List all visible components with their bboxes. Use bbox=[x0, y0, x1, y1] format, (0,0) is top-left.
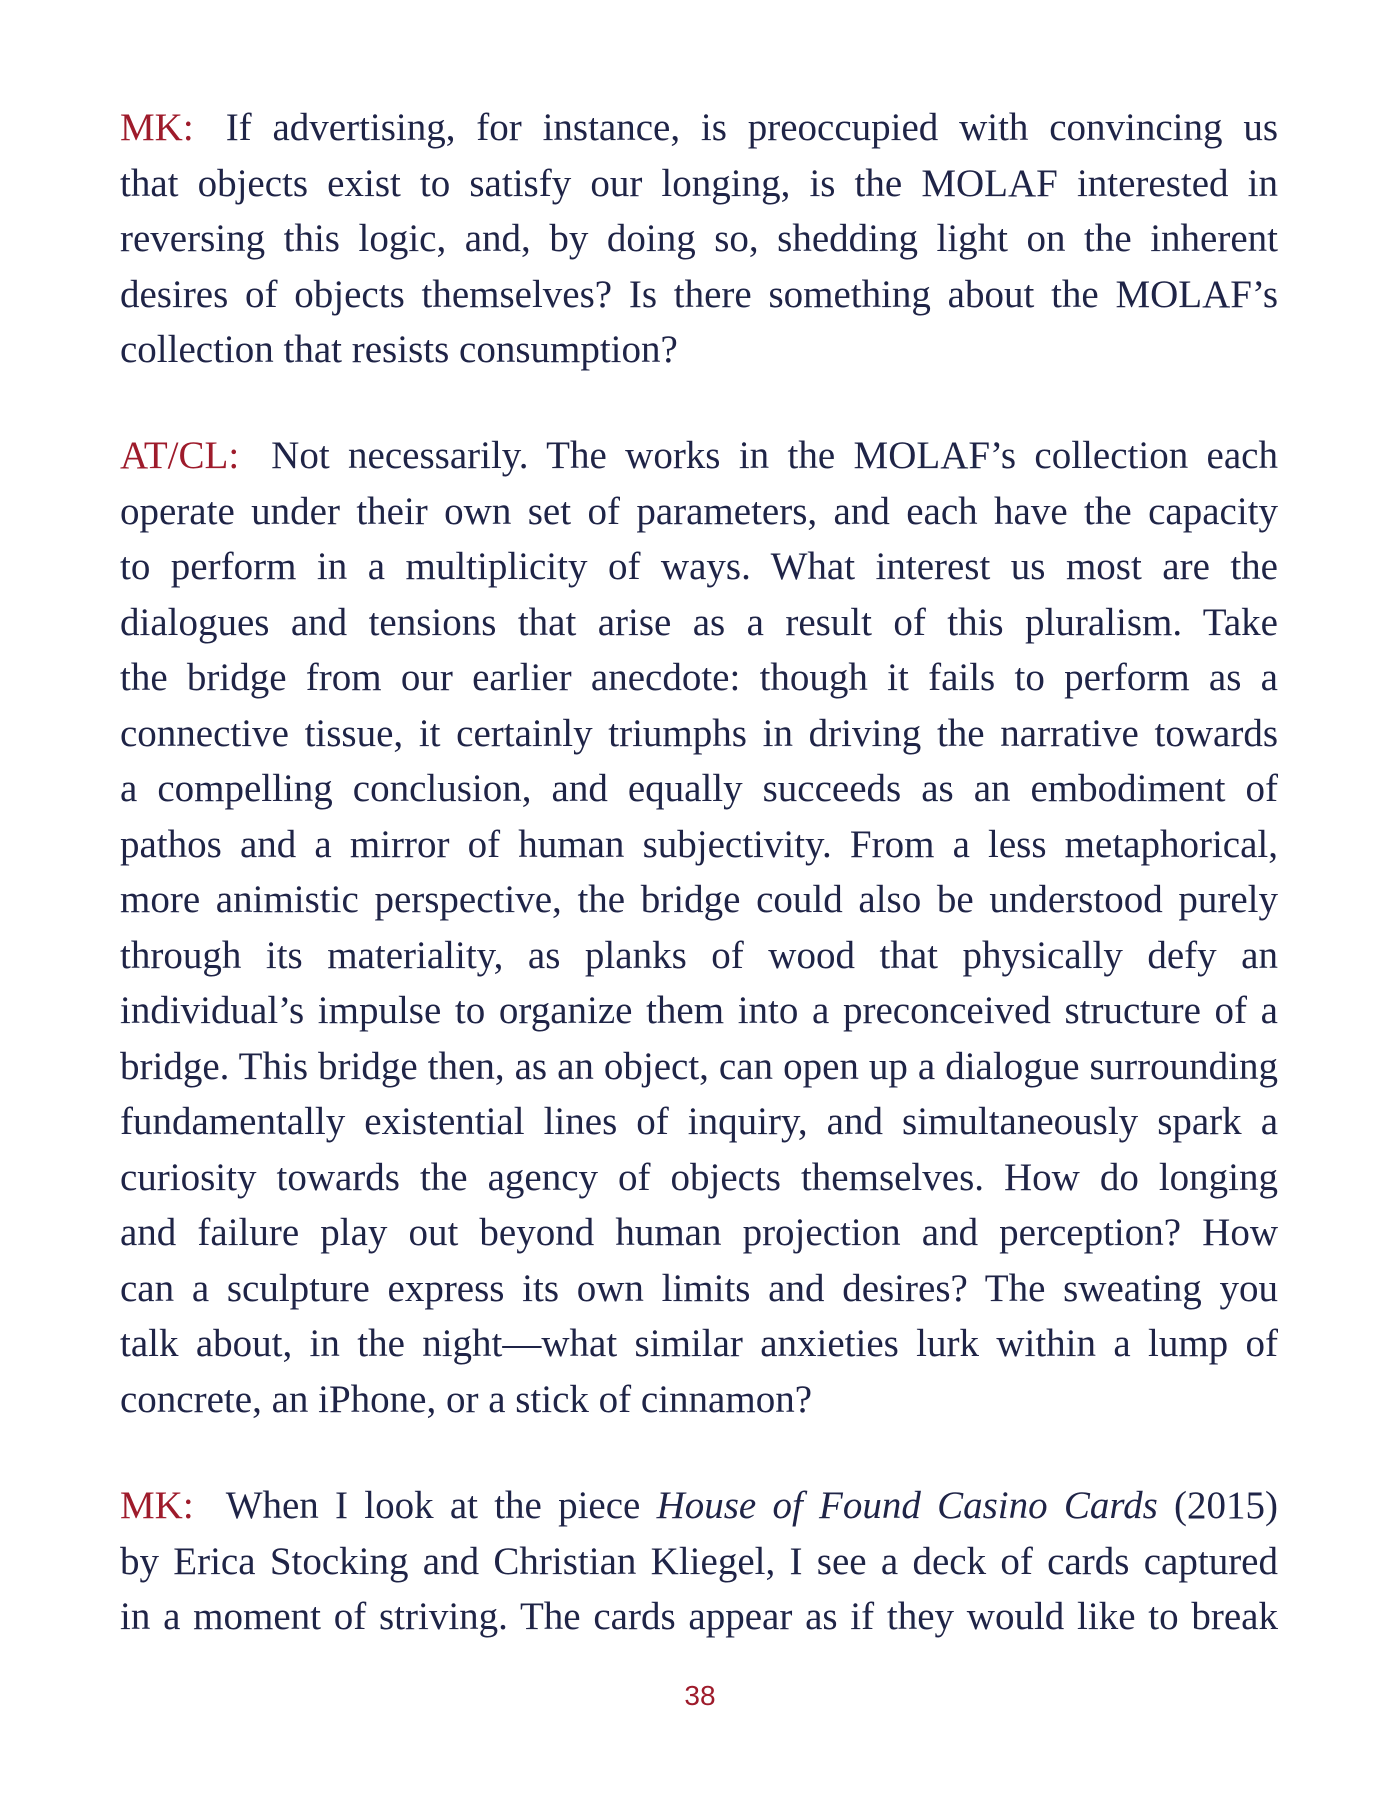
text-line: pathos and a mirror of human subjectivity. From a less metaphorical, bbox=[120, 822, 1278, 866]
text-line: collection that resists consumption? bbox=[120, 328, 678, 371]
text-line: concrete, an iPhone, or a stick of cinnamon? bbox=[120, 1377, 813, 1421]
text-line: and failure play out beyond human projection and perception? How bbox=[120, 1211, 1278, 1254]
text-line: operate under their own set of parameters, and each have the capacity bbox=[120, 489, 1278, 533]
interview-question-2 bbox=[120, 1478, 1278, 1645]
text-line: by Erica Stocking and Christian Kliegel, I see a deck of cards captured bbox=[120, 1539, 1278, 1583]
text-line bbox=[120, 428, 1278, 484]
text-line: dialogues and tensions that arise as a result of this pluralism. Take bbox=[120, 600, 1278, 644]
text-line: bridge. This bridge then, as an object, can open up a dialogue surrounding bbox=[120, 1044, 1278, 1088]
text-line: connective tissue, it certainly triumphs in driving the narrative towards bbox=[120, 711, 1278, 755]
text-line: talk about, in the night—what similar anxieties lurk within a lump of bbox=[120, 1322, 1278, 1365]
line-text: Not necessarily. The works in the MOLAF’s collection each bbox=[271, 434, 1278, 477]
text-line: that objects exist to satisfy our longing, is the MOLAF interested in bbox=[120, 161, 1278, 205]
line-text: When I look at the piece bbox=[225, 1484, 641, 1527]
speaker-label: MK: bbox=[120, 106, 194, 149]
line-text: If advertising, for instance, is preoccupied with convincing us bbox=[225, 106, 1278, 149]
text-line bbox=[120, 1478, 1278, 1534]
text-line: can a sculpture express its own limits and desires? The sweating you bbox=[120, 1266, 1278, 1310]
interview-answer-1 bbox=[120, 428, 1278, 1427]
speaker-label: AT/CL: bbox=[120, 434, 240, 477]
text-line: curiosity towards the agency of objects themselves. How do longing bbox=[120, 1155, 1278, 1199]
speaker-label: MK: bbox=[120, 1484, 194, 1527]
artwork-title: House of Found Casino Cards bbox=[656, 1484, 1158, 1527]
text-line: through its materiality, as planks of wood that physically defy an bbox=[120, 933, 1278, 977]
text-line: individual’s impulse to organize them into a preconceived structure of a bbox=[120, 989, 1278, 1032]
text-line: to perform in a multiplicity of ways. What interest us most are the bbox=[120, 545, 1278, 588]
text-line: the bridge from our earlier anecdote: though it fails to perform as a bbox=[120, 656, 1278, 699]
text-line: reversing this logic, and, by doing so, shedding light on the inherent bbox=[120, 217, 1278, 260]
text-line: desires of objects themselves? Is there something about the MOLAF’s bbox=[120, 272, 1278, 316]
interview-question-1 bbox=[120, 100, 1278, 378]
page-number: 38 bbox=[684, 1680, 716, 1711]
text-line: more animistic perspective, the bridge could also be understood purely bbox=[120, 878, 1278, 921]
artwork-year: (2015) bbox=[1174, 1484, 1278, 1527]
text-line bbox=[120, 100, 1278, 156]
text-line: in a moment of striving. The cards appear as if they would like to break bbox=[120, 1595, 1278, 1638]
text-line: a compelling conclusion, and equally succeeds as an embodiment of bbox=[120, 767, 1278, 810]
text-line: fundamentally existential lines of inquiry, and simultaneously spark a bbox=[120, 1100, 1278, 1143]
